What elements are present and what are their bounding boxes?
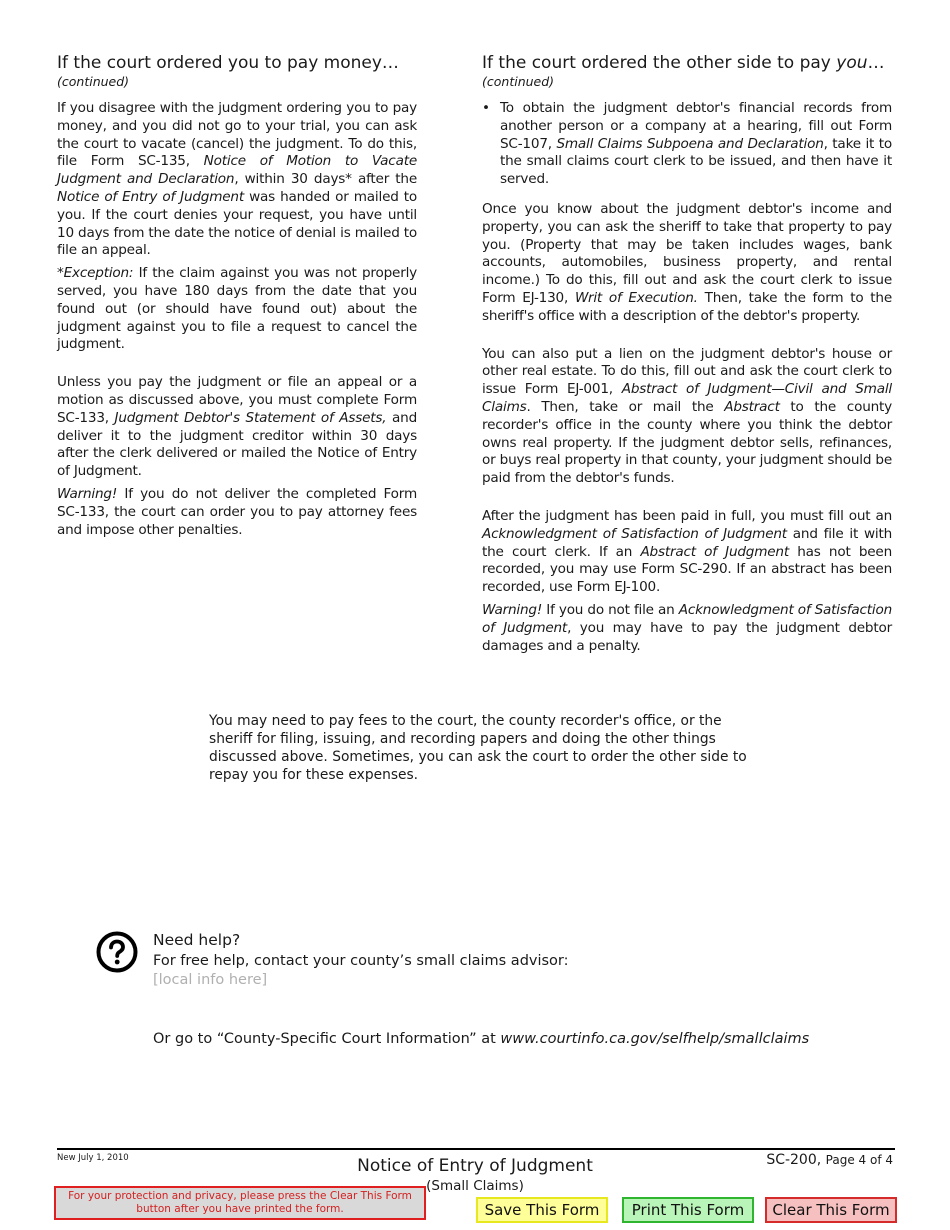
advisor-line: For free help, contact your county’s small claims advisor: [153, 953, 569, 969]
question-circle-icon [96, 931, 138, 973]
bullet-dot: • [482, 100, 490, 116]
print-form-button[interactable]: Print This Form [622, 1197, 754, 1223]
page-number: Page 4 of 4 [825, 1153, 893, 1167]
revision-date: New July 1, 2010 [57, 1153, 129, 1163]
vacate-paragraph: If you disagree with the judgment ordering you to pay money, and you did not go to your trial, you can ask the court to vacate (cancel) the judgment. To do this, file Form SC-135, Notice of Motion to Vacate Judgment and Declaration, within 30 days* after the Notice of Entry of Judgment was handed or mailed to you. If the court denies your request, you have until 10 days from the date the notice of denial is mailed to file an appeal. [57, 100, 417, 259]
records-bullet: • To obtain the judgment debtor's financial records from another person or a company at a hearing, fill out Form SC-107, Small Claims Subpoena and Declaration, take it to the small claims court clerk to be issued, and then have it served. [482, 100, 892, 188]
right-warning-paragraph: Warning! If you do not file an Acknowledgment of Satisfaction of Judgment, you may have to pay the judgment debtor damages and a penalty. [482, 601, 892, 654]
assets-paragraph: Unless you pay the judgment or file an appeal or a motion as discussed above, you must complete Form SC-133, Judgment Debtor's Statement of Assets, and deliver it to the judgment creditor within 30 days after the clerk delivered or mailed the Notice of Entry of Judgment. [57, 374, 417, 480]
form-number: SC-200, Page 4 of 4 [766, 1152, 893, 1168]
privacy-notice: For your protection and privacy, please press the Clear This Form button after you have printed the form. [54, 1186, 426, 1220]
clear-form-button[interactable]: Clear This Form [765, 1197, 897, 1223]
left-heading: If the court ordered you to pay money… [57, 53, 399, 73]
exception-paragraph: *Exception: If the claim against you was not properly served, you have 180 days from the date that you found out (or should have found out) about the judgment against you to file a request to cancel the judgment. [57, 265, 417, 353]
courtinfo-link[interactable]: www.courtinfo.ca.gov/selfhelp/smallclaims [500, 1031, 810, 1047]
footer-divider [57, 1148, 895, 1150]
form-subtitle: (Small Claims) [426, 1178, 524, 1194]
form-title: Notice of Entry of Judgment [357, 1156, 593, 1176]
save-form-button[interactable]: Save This Form [476, 1197, 608, 1223]
left-continued: (continued) [57, 74, 130, 89]
lien-paragraph: You can also put a lien on the judgment debtor's house or other real estate. To do this, fill out and ask the court clerk to issue Form EJ-001, Abstract of Judgment—Civil and Small Claims. Then, take or mail the Abstract to the county recorder's office in the county where you think the debtor owns real property. If the judgment debtor sells, refinances, or buys real property in that county, your judgment should be paid from the debtor's funds. [482, 345, 893, 487]
need-help-title: Need help? [153, 931, 241, 949]
satisfaction-paragraph: After the judgment has been paid in full, you must fill out an Acknowledgment of Satisfaction of Judgment and file it with the court clerk. If an Abstract of Judgment has not been recorded, you may use Form SC-290. If an abstract has been recorded, use Form EJ-100. [482, 507, 892, 596]
right-column [482, 52, 892, 655]
county-info-line: Or go to “County-Specific Court Information” at www.courtinfo.ca.gov/selfhelp/smallclaims [153, 1031, 810, 1047]
left-warning-paragraph: Warning! If you do not deliver the completed Form SC-133, the court can order you to pay attorney fees and impose other penalties. [57, 485, 417, 538]
right-heading: If the court ordered the other side to pay you… [482, 53, 885, 73]
right-continued: (continued) [482, 74, 555, 89]
fees-note: You may need to pay fees to the court, the county recorder's office, or the sheriff for filing, issuing, and recording papers and doing the other things discussed above. Sometimes, you can ask the court to order the other side to repay you for these expenses. [209, 713, 747, 783]
local-info-field[interactable]: [local info here] [153, 972, 268, 988]
sheriff-paragraph: Once you know about the judgment debtor's income and property, you can ask the sheriff to take that property to pay you. (Property that may be taken includes wages, bank accounts, automobiles, business property, and rental income.) To do this, fill out and ask the court clerk to issue Form EJ-130, Writ of Execution. Then, take the form to the sheriff's office with a description of the debtor's property. [482, 200, 892, 324]
left-column [57, 52, 417, 539]
